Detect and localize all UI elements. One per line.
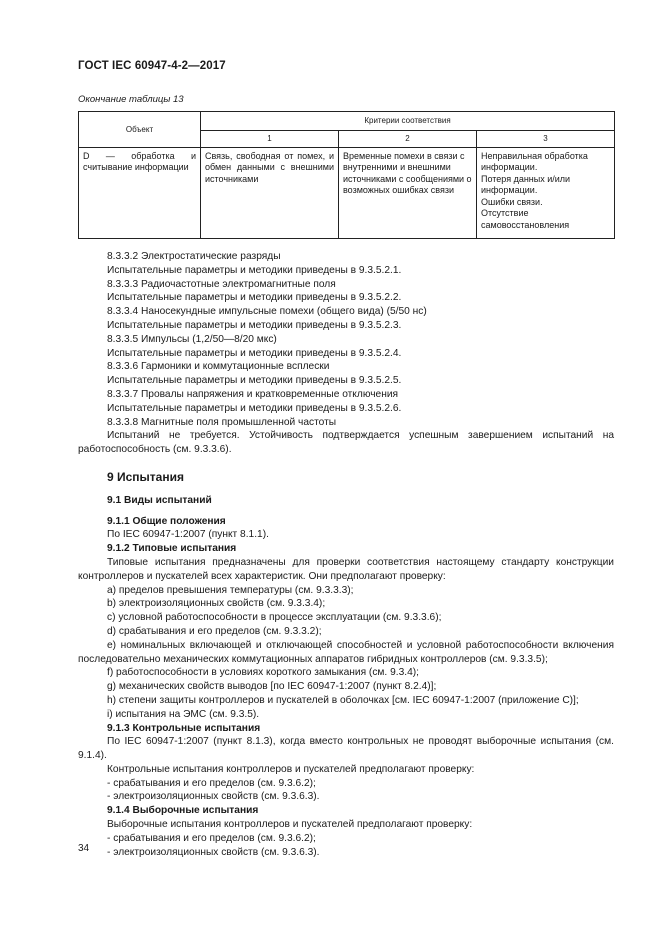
heading-9-1-2: 9.1.2 Типовые испытания: [107, 543, 237, 555]
text-line: Испытательные параметры и методики приведены в 9.3.5.2.6.: [107, 402, 402, 414]
text-line: Испытательные параметры и методики приведены в 9.3.5.2.1.: [107, 264, 402, 276]
list-item: a) пределов превышения температуры (см. 9.3.3.3);: [107, 584, 354, 596]
list-item: - срабатывания и его пределов (см. 9.3.6.2);: [107, 832, 316, 844]
list-item: i) испытания на ЭМС (см. 9.3.5).: [107, 708, 260, 720]
paragraph: Выборочные испытания контроллеров и пускателей предполагают проверку:: [107, 819, 473, 831]
list-item: e) номинальных включающей и отключающей способностей и условной работоспособности включения последовательно механических коммутационных аппаратов гибридных контроллеров (см. 9.3.3.5);: [78, 639, 614, 665]
list-item: d) срабатывания и его пределов (см. 9.3.3.2);: [107, 625, 322, 637]
header-col-3: 3: [477, 131, 615, 148]
page-number: 34: [78, 843, 90, 854]
list-item: - срабатывания и его пределов (см. 9.3.6.2);: [107, 777, 316, 789]
heading-9-1-4: 9.1.4 Выборочные испытания: [107, 805, 259, 817]
list-item: - электроизоляционных свойств (см. 9.3.6.3).: [107, 846, 320, 858]
table-13: [78, 111, 615, 239]
header-criteria: Критерии соответствия: [201, 112, 615, 131]
criterion-3-line: Потеря данных и/или информации.: [481, 173, 571, 195]
header-col-2: 2: [339, 131, 477, 148]
criterion-3-line: Ошибки связи.: [481, 196, 543, 207]
header-col-1: 1: [201, 131, 339, 148]
cell-criterion-1: Связь, свободная от помех, и обмен данными с внешними источниками: [201, 147, 339, 238]
paragraph: Типовые испытания предназначены для проверки соответствия настоящему стандарту конструкции контроллеров и пускателей всех характеристик. Они предполагают проверку:: [78, 556, 614, 582]
list-item: b) электроизоляционных свойств (см. 9.3.3.4);: [107, 598, 326, 610]
subclause-8-3-3-7: 8.3.3.7 Провалы напряжения и кратковременные отключения: [107, 388, 399, 400]
cell-criterion-3: [477, 147, 615, 238]
paragraph: Контрольные испытания контроллеров и пускателей предполагают проверку:: [107, 763, 475, 775]
subclause-8-3-3-5: 8.3.3.5 Импульсы (1,2/50—8/20 мкс): [107, 333, 277, 345]
paragraph: По IEC 60947-1:2007 (пункт 8.1.1).: [107, 529, 269, 541]
table-caption: Окончание таблицы 13: [78, 94, 184, 105]
subclause-8-3-3-2: 8.3.3.2 Электростатические разряды: [107, 251, 281, 262]
header-object: Объект: [79, 112, 201, 148]
heading-9-1-1: 9.1.1 Общие положения: [107, 515, 226, 527]
paragraph: По IEC 60947-1:2007 (пункт 8.1.3), когда вместо контрольных не проводят выборочные испытания (см. 9.1.4).: [78, 736, 614, 762]
subclause-8-3-3-3: 8.3.3.3 Радиочастотные электромагнитные поля: [107, 278, 336, 290]
list-item: c) условной работоспособности в процессе эксплуатации (см. 9.3.3.6);: [107, 612, 442, 624]
heading-9-1-3: 9.1.3 Контрольные испытания: [107, 722, 261, 734]
list-item: - электроизоляционных свойств (см. 9.3.6.3).: [107, 791, 320, 803]
cell-object: D — обработка и считывание информации: [79, 147, 201, 238]
section-heading-9: 9 Испытания: [107, 469, 184, 484]
cell-criterion-2: Временные помехи в связи с внутренними и внешними источниками с сообщениями о возможных ошибках связи: [339, 147, 477, 238]
document-body: [78, 250, 614, 859]
subclause-8-3-3-4: 8.3.3.4 Наносекундные импульсные помехи (общего вида) (5/50 нс): [107, 306, 427, 318]
subclause-8-3-3-6: 8.3.3.6 Гармоники и коммутационные всплески: [107, 361, 330, 373]
text-line: Испытательные параметры и методики приведены в 9.3.5.2.5.: [107, 375, 402, 387]
heading-9-1: 9.1 Виды испытаний: [107, 494, 212, 506]
paragraph: Испытаний не требуется. Устойчивость подтверждается успешным завершением испытаний на работоспособность (см. 9.3.3.6).: [78, 430, 614, 456]
subclause-8-3-3-8: 8.3.3.8 Магнитные поля промышленной частоты: [107, 416, 337, 428]
list-item: g) механических свойств выводов [по IEC 60947-1:2007 (пункт 8.2.4)];: [107, 681, 437, 693]
list-item: h) степени защиты контроллеров и пускателей в оболочках [см. IEC 60947-1:2007 (приложение С)];: [107, 694, 579, 706]
text-line: Испытательные параметры и методики приведены в 9.3.5.2.4.: [107, 347, 402, 359]
document-title: ГОСТ IEC 60947-4-2—2017: [78, 60, 226, 72]
criterion-3-line: Неправильная обработка информации.: [481, 150, 588, 172]
text-line: Испытательные параметры и методики приведены в 9.3.5.2.3.: [107, 319, 402, 331]
text-line: Испытательные параметры и методики приведены в 9.3.5.2.2.: [107, 292, 402, 304]
criterion-3-line: Отсутствие самовосстановления: [481, 208, 570, 230]
list-item: f) работоспособности в условиях короткого замыкания (см. 9.3.4);: [107, 667, 419, 679]
